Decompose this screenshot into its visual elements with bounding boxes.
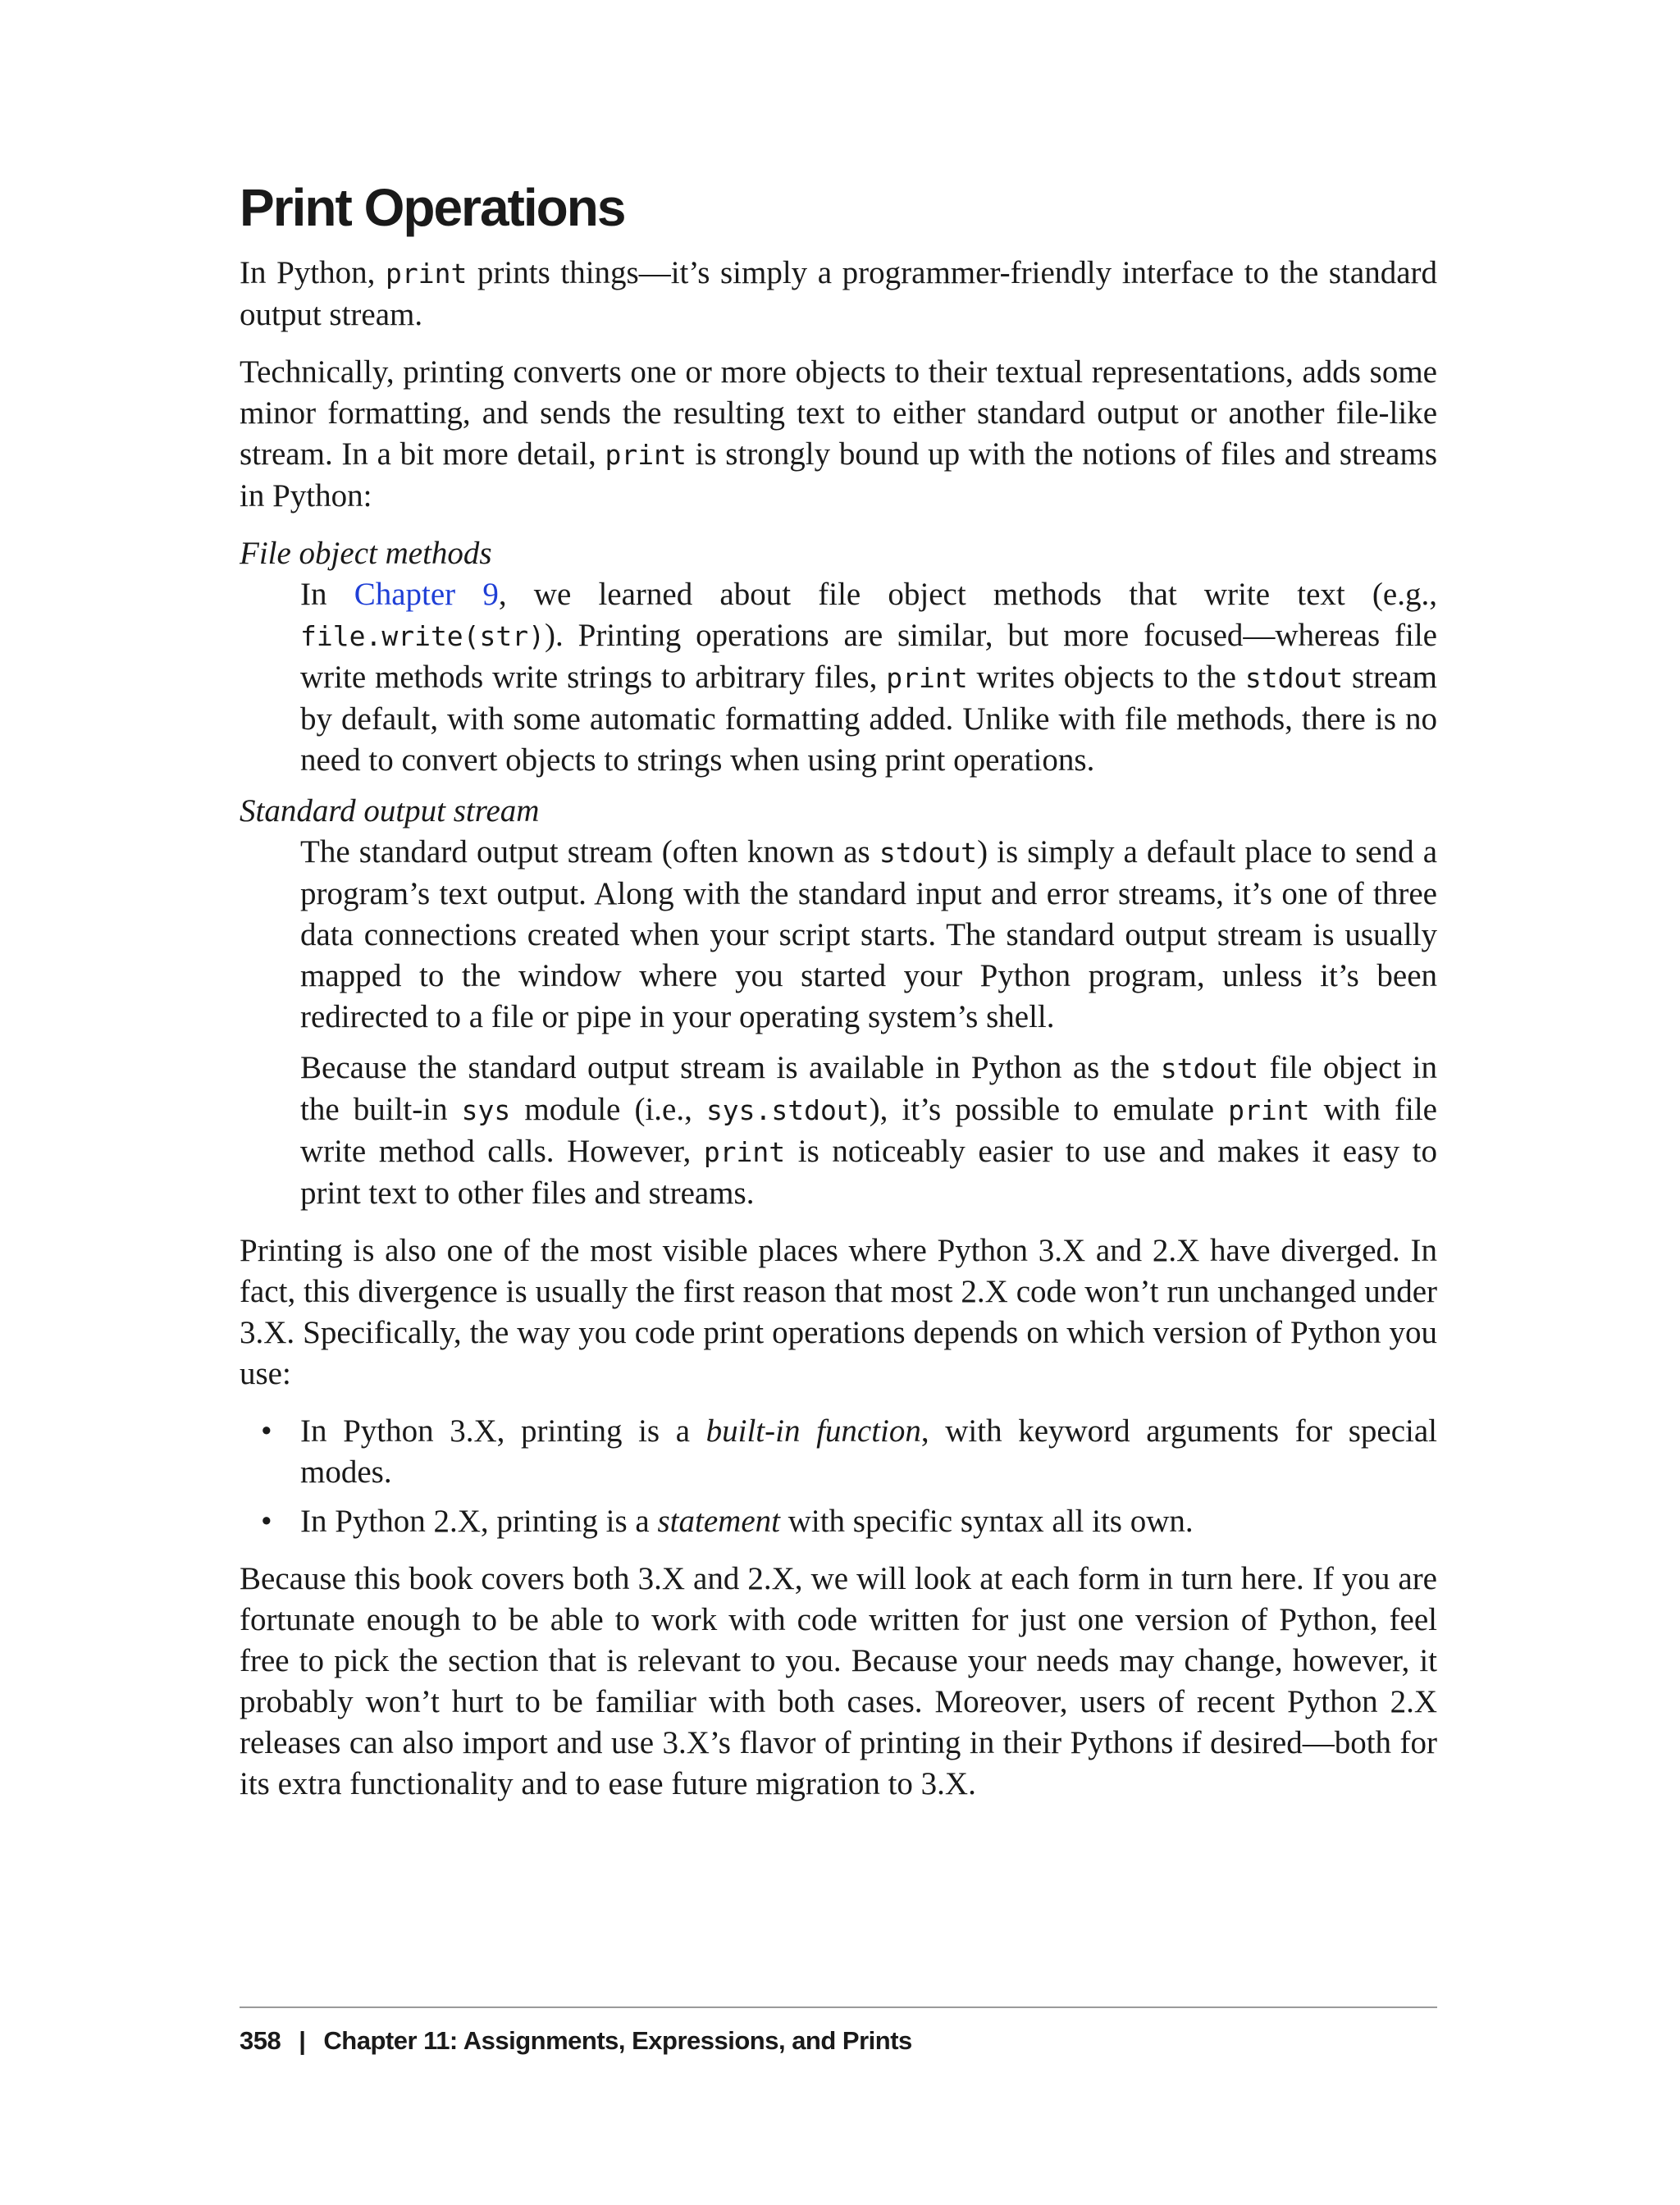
text-run: In Python 2.X, printing is a bbox=[300, 1504, 658, 1540]
text-run: file object in the built-in bbox=[300, 1050, 1437, 1128]
inline-code: sys bbox=[461, 1094, 511, 1127]
footer-chapter-title: Chapter 11: Assignments, Expressions, and Prints bbox=[323, 2026, 912, 2055]
definition-paragraph bbox=[300, 574, 1437, 781]
bullet-marker: • bbox=[261, 1504, 272, 1540]
inline-code: print bbox=[1228, 1094, 1310, 1127]
closing-paragraph: Because this book covers both 3.X and 2.X, we will look at each form in turn here. If you are fortunate enough to be able to work with code written for just one version of Python, feel free to pick the section that is relevant to you. Because your needs may change, however, it probably won’t hurt to be familiar with both cases. Moreover, users of recent Python 2.X releases can also import and use 3.X’s flavor of printing in their Pythons if desired—both for its extra functionality and to ease future migration to 3.X. bbox=[240, 1561, 1437, 1802]
definition-file-object-methods bbox=[300, 574, 1437, 781]
footer-running-head bbox=[240, 2026, 1437, 2056]
text-run: writes objects to the bbox=[967, 660, 1245, 696]
page-body bbox=[240, 179, 1437, 1821]
definition-paragraph bbox=[300, 832, 1437, 1038]
footer-divider bbox=[240, 2006, 1437, 2008]
intro-paragraph-2 bbox=[240, 352, 1437, 517]
chapter-9-link[interactable]: Chapter 9 bbox=[354, 577, 499, 613]
page-number: 358 bbox=[240, 2026, 281, 2055]
definition-standard-output-stream bbox=[300, 832, 1437, 1214]
definition-list bbox=[240, 533, 1437, 1214]
emphasis: statement bbox=[657, 1504, 780, 1540]
inline-code: stdout bbox=[1160, 1052, 1259, 1085]
inline-code: print bbox=[605, 439, 687, 472]
text-run: Technically, printing converts one or more objects to their textual representations, adds some minor formatting, and sends the resulting text to either standard output or another file-like stream. In a bit more detail, bbox=[240, 354, 1437, 472]
inline-code: print bbox=[886, 662, 968, 695]
text-run: ). Printing operations are similar, but more focused—whereas file write methods write strings to arbitrary files, bbox=[300, 618, 1437, 696]
section-title: Print Operations bbox=[240, 178, 625, 237]
text-run: In Python, bbox=[240, 255, 386, 291]
bullet-marker: • bbox=[261, 1413, 272, 1449]
text-run: Because the standard output stream is available in Python as the bbox=[300, 1050, 1161, 1086]
text-run: stream by default, with some automatic formatting added. Unlike with file methods, there is no need to convert objects to strings when using print operations. bbox=[300, 660, 1437, 778]
text-run: with file write method calls. However, bbox=[300, 1092, 1437, 1170]
term-file-object-methods: File object methods bbox=[240, 536, 492, 572]
list-item bbox=[240, 1411, 1437, 1493]
text-run: , with keyword arguments for special modes. bbox=[300, 1413, 1437, 1491]
intro-paragraph-1 bbox=[240, 253, 1437, 336]
term-standard-output-stream: Standard output stream bbox=[240, 793, 540, 829]
inline-code: sys.stdout bbox=[705, 1094, 870, 1127]
text-run: In bbox=[300, 577, 354, 613]
text-run: is strongly bound up with the notions of files and streams in Python: bbox=[240, 436, 1437, 514]
divergence-paragraph: Printing is also one of the most visible places where Python 3.X and 2.X have diverged. In fact, this divergence is usually the first reason that most 2.X code won’t run unchanged under 3.X. Specifically, the way you code print operations depends on which version of Python you use: bbox=[240, 1233, 1437, 1392]
definition-paragraph bbox=[300, 1048, 1437, 1214]
page-footer bbox=[240, 2006, 1437, 2056]
inline-code: print bbox=[703, 1136, 786, 1169]
inline-code: file.write(str) bbox=[300, 620, 546, 653]
inline-code: stdout bbox=[1244, 662, 1344, 695]
text-run: prints things—it’s simply a programmer-friendly interface to the standard output stream. bbox=[240, 255, 1437, 333]
text-run: with specific syntax all its own. bbox=[779, 1504, 1194, 1540]
version-bullet-list bbox=[240, 1411, 1437, 1542]
text-run: module (i.e., bbox=[510, 1092, 706, 1128]
footer-separator: | bbox=[299, 2026, 306, 2055]
text-run: is noticeably easier to use and makes it easy to print text to other files and streams. bbox=[300, 1134, 1437, 1212]
inline-code: stdout bbox=[879, 837, 978, 870]
list-item bbox=[240, 1501, 1437, 1542]
text-run: ) is simply a default place to send a program’s text output. Along with the standard input and error streams, it’s one of three data connections created when your script starts. The standard output stream is usually mapped to the window where you started your Python program, unless it’s been redirected to a file or pipe in your operating system’s shell. bbox=[300, 834, 1438, 1035]
text-run: , we learned about file object methods that write text (e.g., bbox=[498, 577, 1437, 613]
emphasis: built-in function bbox=[705, 1413, 921, 1449]
inline-code: print bbox=[385, 258, 468, 290]
text-run: The standard output stream (often known as bbox=[300, 834, 879, 870]
text-run: ), it’s possible to emulate bbox=[869, 1092, 1229, 1128]
text-run: In Python 3.X, printing is a bbox=[300, 1413, 706, 1449]
